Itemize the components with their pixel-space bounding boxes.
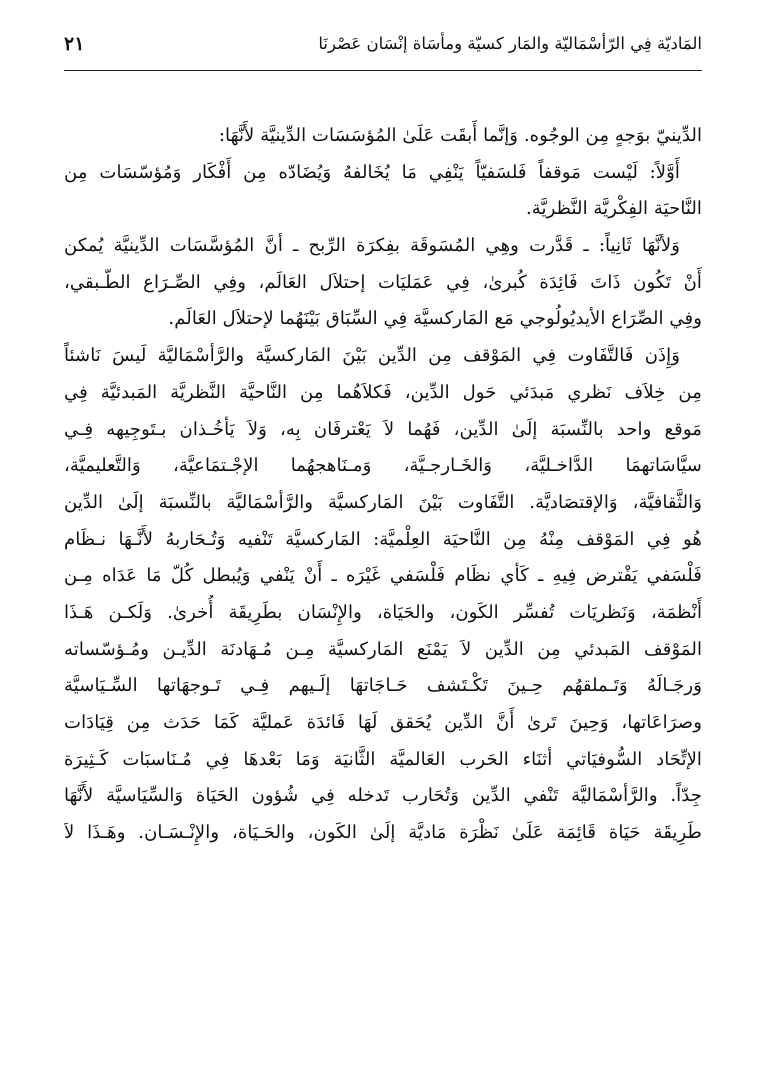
text-line: طَرِيقَة حَيَاة قَائِمَة عَلَىٰ نَظْرَة مَاديَّة إلَىٰ الكَون، والحَـيَاة، والإِنْـسَـان. وهَـذَا لاَ (64, 822, 702, 844)
text-line: أَوَّلاً: لَيْست مَوقفاً فَلسَفيّاً يَنْفِي مَا يُخَالفهُ وَيُضَادّه مِن أَفْكَار وَمُؤسّسَات مِن (64, 161, 680, 183)
text-line: مَوقع واحد بالنِّسبَة إلَىٰ الدِّين، فَهُما لاَ يَعْترفَان بِه، وَلاَ يَأخُـذان بـتَوجِيهه فِـي (64, 418, 702, 440)
text-line: الإتِّحَاد السُّوفيَاتي أثنَاء الحَرب العَالميَّة الثَّانيَة وَمَا بَعْدهَا فِي مُـنَاسبَات كَـثِيرَة (64, 748, 702, 770)
running-header (64, 30, 702, 70)
text-line: جِدّاً. والرَّأسْمَاليَّة تَنْفي الدِّين وَتُحَارب تَدخله فِي شُؤون الحَيَاة وَالسِّيَاسيَّة لأَنَّهَا (64, 785, 702, 807)
text-line: وَلأنَّهَا ثَانِياً: ـ قَدَّرت وهِي المُسَوقَة بفِكرَة الرِّبح ـ أنَّ المُؤسَّسَات الدِّينيَّة يُمكن (64, 235, 680, 257)
header-rule (64, 70, 702, 71)
text-line: النَّاحيَة الفِكْريَّة النَّظريَّة. (526, 198, 702, 220)
text-line: وصرَاعَاتها، وَحِينَ تَرىٰ أَنَّ الدِّين يُحَقق لَهَا فَائدَة عَمليَّة كَمَا حَدَث مِن قِيَادَات (64, 712, 702, 733)
text-line: أَنْظمَة، وَنَظريَات تُفسِّر الكَون، والحَيَاة، والإِنْسَان بطَرِيقَة أُخرىٰ. وَلَكـن هَـذَا (64, 601, 702, 623)
text-line: أَنْ تَكُون ذَاتَ فَائِدَة كُبرىٰ، فِي عَمَليَات إحتلاَل العَالَم، وفِي الصِّـرَاع الطّـبقي، (64, 271, 702, 293)
text-line: مِن خِلاَف نَظري مَبدَئي حَول الدِّين، فَكلاَهُما مِن النَّاحيَّة النَّظريَّة المَبدئيَّة فِي (64, 381, 702, 403)
text-line: وفِي الصِّرَاع الأيديُولُوجي مَع المَاركسيَّة فِي السِّبَاق بَيْنَهُما لإحتلاَل العَالَم. (168, 308, 702, 330)
header-title: المَاديّة فِي الرّأسْمَاليّة والمَار كسيّة ومأسَاة إنْسَان عَصْرنَا (318, 34, 702, 53)
text-line: وَإِذَن فَالتَّفَاوت فِي المَوْقف مِن الدِّين بَيْنَ المَاركسيَّة والرَّأسْمَاليَّة لَيسَ نَاشئاً (64, 345, 680, 367)
text-line: وَالثَّقافيَّة، وَالإقتصَاديَّة. التَّفَاوت بَيْنَ المَاركسيَّة والرَّأسْمَاليَّة بالنِّسبَة إلَىٰ الدِّين (64, 491, 702, 513)
text-line: الدِّينيّ بوَجهٍ مِن الوجُوه. وَإنَّما أَبقَت عَلَىٰ المُؤسَسَات الدِّينيَّة لأَنَّهَا: (218, 125, 702, 146)
text-line: فَلْسَفي يَفْترض فِيهِ ـ كَأي نظَام فَلْسَفي غَيْرَه ـ أَنْ يَنْفي وَيُبطل كُلّ مَا عَدَاه مِـن (64, 565, 702, 587)
page-number: ٢١ (64, 33, 85, 55)
text-line: سيَّاسَاتهمَا الدَّاخـليَّة، وَالخَـارجـيَّة، وَمـنَاهجهُما الإجْـتمَاعيَّة، وَالتَّعليميَّة، (64, 455, 702, 477)
body-text (64, 118, 702, 852)
text-line: المَوْقف المَبدئي مِن الدِّين لاَ يَمْنَع المَاركسيَّة مِـن مُـهَادنَة الدِّيـن ومُـؤسّساته (64, 638, 702, 660)
text-line: وَرجَـالَهُ وَتَـملقهُم حِـينَ تَكْـتَشف حَـاجَاتهَا إلَـيهم فِـي تَـوجهَاتها السِّـيَاسيَّة (64, 675, 702, 697)
text-line: هُو فِي المَوْقف مِنْهُ مِن النَّاحيَة العِلْميَّة: المَاركسيَّة تَنْفيه وَتُـحَاربهُ لأَنَّـهَا نـظَام (64, 528, 702, 550)
